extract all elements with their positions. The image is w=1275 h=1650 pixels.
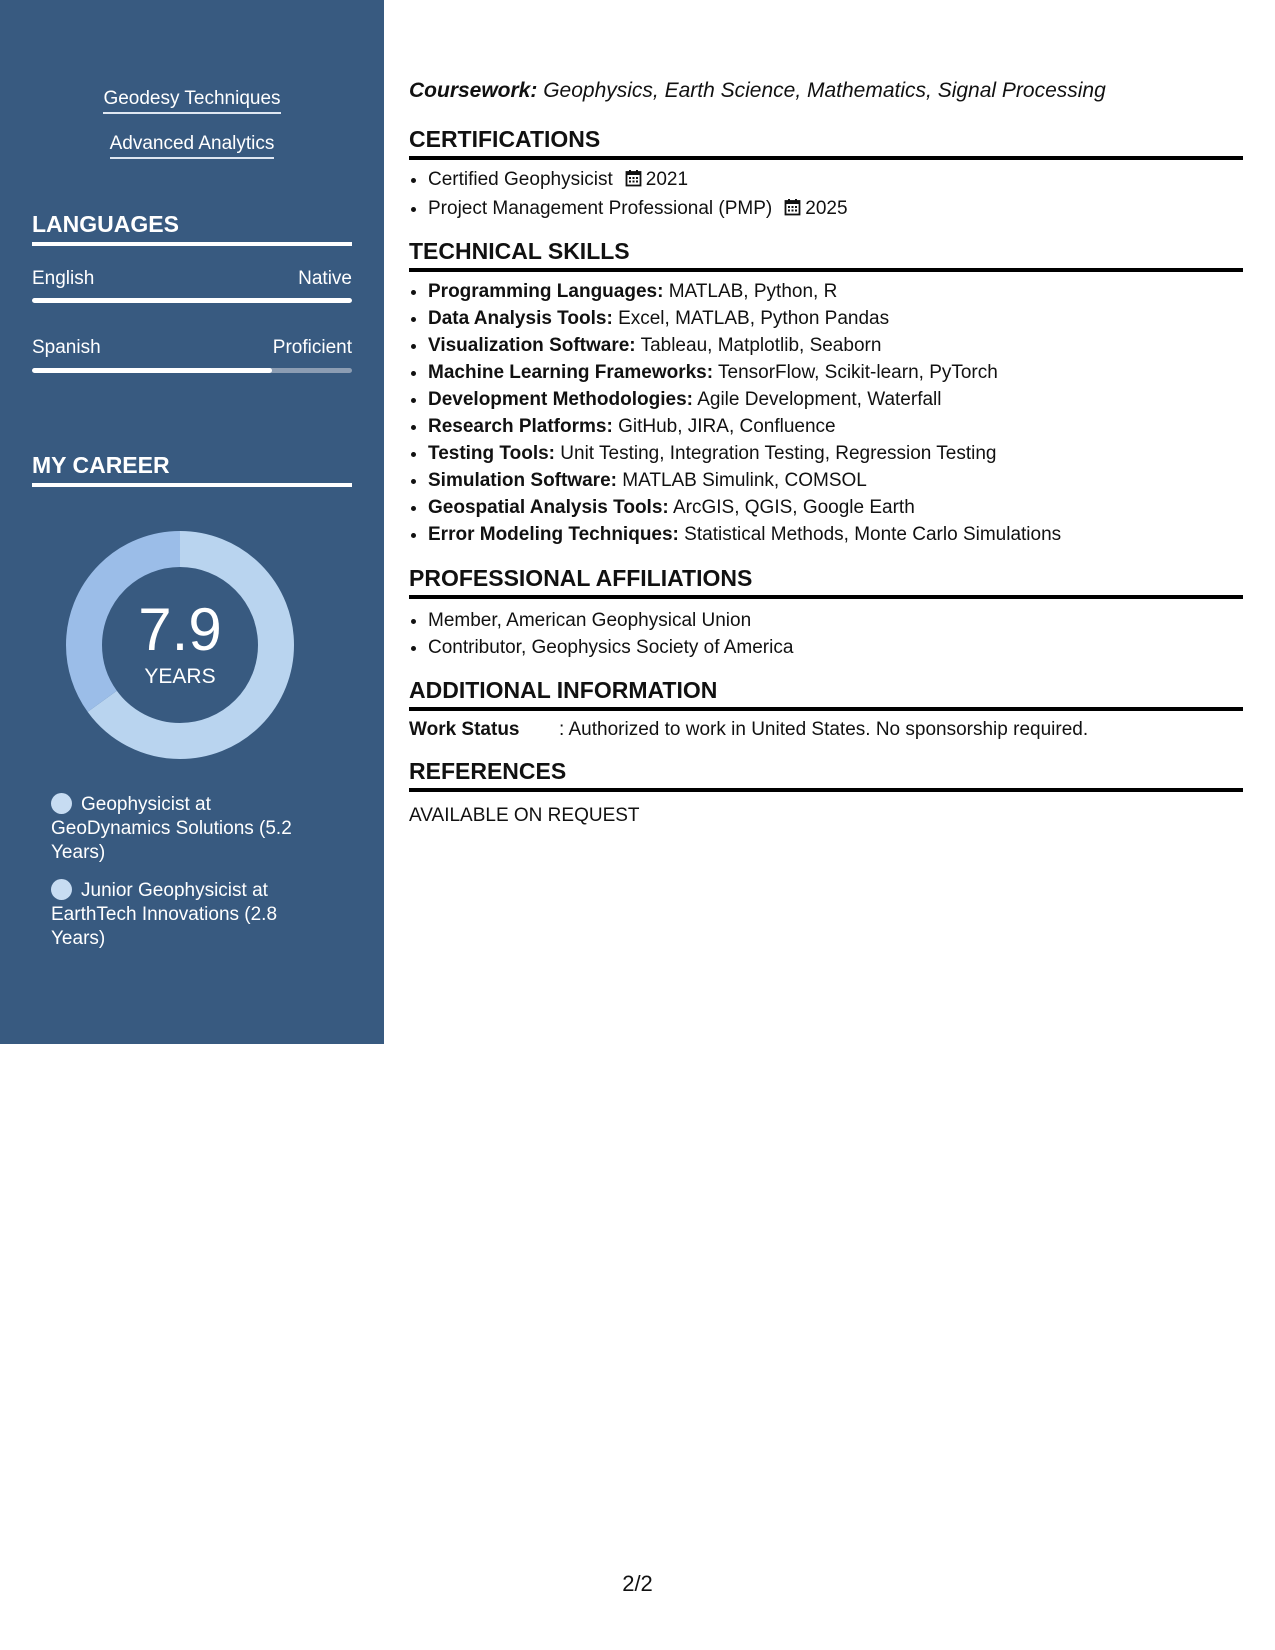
languages-heading: LANGUAGES [32,211,352,246]
coursework-label: Coursework: [409,79,538,102]
certification-name: Certified Geophysicist [428,169,613,190]
sidebar-link-label[interactable]: Geodesy Techniques [103,88,280,114]
list-item [428,166,1243,195]
career-heading: MY CAREER [32,452,352,487]
work-status-row [409,719,1088,741]
skill-value: TensorFlow, Scikit-learn, PyTorch [718,362,998,383]
language-row-english [32,268,352,290]
language-level: Proficient [272,337,352,358]
language-bar-spanish [32,368,352,373]
skill-value: GitHub, JIRA, Confluence [618,416,836,437]
skill-value: MATLAB, Python, R [668,281,838,302]
language-bar-english [32,298,352,303]
coursework-line [409,79,1106,103]
skill-label: Error Modeling Techniques: [428,524,679,545]
work-status-value: : Authorized to work in United States. No sponsorship required. [559,719,1089,740]
page-number: 2/2 [622,1571,653,1596]
skill-label: Testing Tools: [428,443,556,464]
skill-label: Geospatial Analysis Tools: [428,497,669,518]
affiliations-list [409,607,1243,661]
list-item [428,467,1243,494]
skill-label: Programming Languages: [428,281,664,302]
list-item: • Member, American Geophysical Union [428,607,1243,634]
list-item [428,332,1243,359]
legend-dot-icon [51,793,72,814]
list-item [428,494,1243,521]
skill-label: Development Methodologies: [428,389,693,410]
language-level: Native [298,268,352,289]
list-item [428,440,1243,467]
additional-info-heading: ADDITIONAL INFORMATION [409,677,1243,711]
career-total-unit: YEARS [144,665,216,688]
list-item [428,195,1243,224]
skill-label: Research Platforms: [428,416,613,437]
language-name: Spanish [32,337,101,358]
list-item: • Contributor, Geophysics Society of America [428,634,1243,661]
list-item [428,278,1243,305]
language-bar-fill [32,298,352,303]
certifications-heading: CERTIFICATIONS [409,126,1243,160]
list-item [428,521,1243,548]
skill-value: Excel, MATLAB, Python Pandas [618,308,890,329]
certification-name: Project Management Professional (PMP) [428,198,773,219]
skill-value: Agile Development, Waterfall [697,389,942,410]
technical-skills-list [409,278,1243,548]
skill-value: Tableau, Matplotlib, Seaborn [640,335,882,356]
skill-value: Unit Testing, Integration Testing, Regression Testing [560,443,997,464]
skill-label: Simulation Software: [428,470,617,491]
certification-year: 2025 [805,198,848,219]
references-text: AVAILABLE ON REQUEST [409,805,640,826]
calendar-icon [784,197,801,224]
calendar-icon [625,168,642,195]
list-item [428,386,1243,413]
career-item-label: Geophysicist at GeoDynamics Solutions (5.2 Years) [51,794,292,863]
skill-value: Statistical Methods, Monte Carlo Simulations [684,524,1062,545]
career-item [51,879,301,951]
sidebar-link-geodesy[interactable] [0,88,384,114]
skill-value: MATLAB Simulink, COMSOL [622,470,867,491]
coursework-text: Geophysics, Earth Science, Mathematics, Signal Processing [543,79,1106,102]
career-item [51,793,301,865]
language-name: English [32,268,95,289]
career-item-label: Junior Geophysicist at EarthTech Innovations (2.8 Years) [51,880,278,949]
technical-skills-heading: TECHNICAL SKILLS [409,238,1243,272]
skill-value: ArcGIS, QGIS, Google Earth [672,497,915,518]
sidebar-link-label[interactable]: Advanced Analytics [110,133,275,159]
career-total-years: 7.9 [138,596,222,663]
certification-year: 2021 [645,169,689,190]
legend-dot-icon [51,879,72,900]
work-status-label: Work Status [409,719,520,740]
certifications-list [409,166,1243,224]
language-row-spanish [32,337,352,359]
skill-label: Visualization Software: [428,335,636,356]
affiliations-heading: PROFESSIONAL AFFILIATIONS [409,565,1243,599]
references-heading: REFERENCES [409,758,1243,792]
list-item [428,359,1243,386]
sidebar-link-analytics[interactable] [0,133,384,159]
list-item [428,413,1243,440]
language-bar-fill [32,368,272,373]
skill-label: Machine Learning Frameworks: [428,362,714,383]
sidebar [0,0,384,1044]
skill-label: Data Analysis Tools: [428,308,613,329]
list-item [428,305,1243,332]
